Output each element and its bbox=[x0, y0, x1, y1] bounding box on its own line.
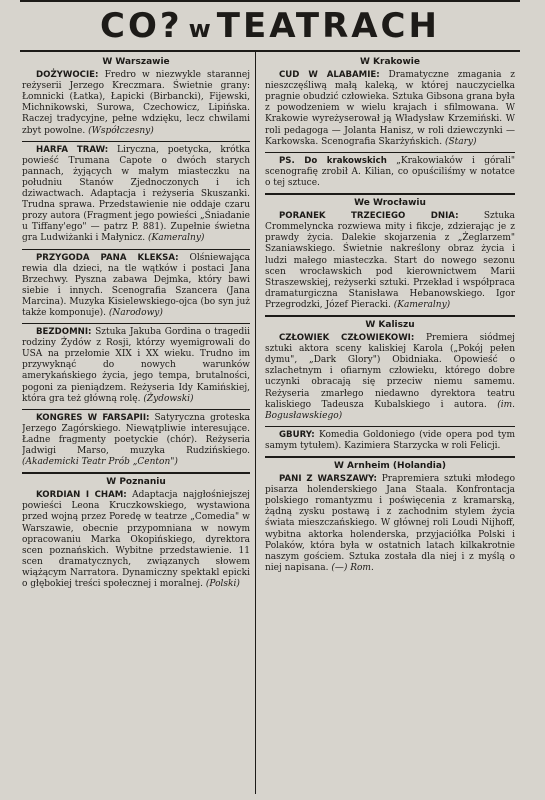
entry-rule bbox=[22, 141, 250, 142]
entry-rule bbox=[22, 323, 250, 324]
title-part-2: TEATRACH bbox=[216, 6, 440, 46]
entry-source: (Narodowy) bbox=[108, 307, 163, 318]
entry-rule bbox=[22, 249, 250, 250]
entry-text: Liryczna, poetycka, krótka powieść Trumana Capote o dwóch starych pannach, żyjących w małym miasteczku na południu Stanów Zjednoczonych i ich dziwactwach. Adaptacja i reżyseria Skuszanki. Trudna sprawa. Przedstawienie nie oddaje czaru prozy autora (Fragment jego powieści „Śniadanie u Tiffany'ego" — patrz P. 881). Zupełnie świetna gra Ludwiżanki i Małynicz. bbox=[22, 144, 250, 244]
entry-title: CZŁOWIEK CZŁOWIEKOWI: bbox=[279, 333, 415, 344]
title-part-1: CO? bbox=[100, 6, 183, 46]
entry-text: Prapremiera sztuki młodego pisarza holenderskiego Jana Staala. Konfrontacja polskiego romantyzmu i poświęcenia z kramarską, żądną zysku postawą i z zachodnim stylem życia świata mieszczańskiego. W głównej roli Loudi Nijhoff, wybitna aktorka holenderska, przyjaciółka Polski i Polaków, która była w ostatnich latach kilkakrotnie naszym gościem. Sztuka została dla niej i z myślą o niej napisana. bbox=[265, 474, 515, 573]
city-heading-poznan: W Poznaniu bbox=[106, 477, 166, 488]
city-rule bbox=[22, 472, 250, 474]
city-heading-kalisz: W Kaliszu bbox=[365, 319, 415, 330]
entry-title: BEZDOMNI: bbox=[36, 327, 92, 338]
city-heading-arnhem: W Arnheim (Holandia) bbox=[333, 461, 447, 471]
entry-text: Dramatyczne zmagania z nieszczęśliwą małą kaleką, w której nauczycielka pragnie obudzić człowieka. Sztuka Gibsona grana była z powodzeniem w wielu krajach i sfilmowana. W Krakowie wyreżyserował ją Władysław Krzemiński. W roli pedagoga — Jolanta Hanisz, w roli dziewczynki — Karkowska. Scenografia Skarżyńskich. bbox=[265, 70, 515, 147]
entry-text: Olśniewająca rewia dla dzieci, na tle wątków i postaci Jana Brzechwy. Pyszna zabawa Dejmka, który bawi siebie i innych. Scenografia Szancera (Jana Marcina). Muzyka Kisielewskiego-ojca (bo syn już także komponuje). bbox=[22, 252, 250, 318]
entry-text: „Krakowiaków i górali" scenografię zrobił A. Kilian, co opuściliśmy w notatce o tej sztuce. bbox=[265, 155, 515, 188]
title-part-w: w bbox=[188, 15, 211, 43]
entry-title: DOŻYWOCIE: bbox=[36, 70, 99, 81]
city-heading-wroclaw: We Wrocławiu bbox=[354, 198, 426, 209]
entry-harfa-traw bbox=[22, 145, 250, 245]
city-heading-warszawa: W Warszawie bbox=[102, 57, 170, 67]
entry-source: (im. Bogusławskiego) bbox=[265, 399, 515, 421]
entry-source: (Kameralny) bbox=[393, 299, 451, 310]
entry-text: Sztuka Jakuba Gordina o tragedii rodziny Żydów z Rosji, którzy wyemigrowali do USA na przełomie XIX i XX wieku. Trudno im przywyknąć do nowych warunków amerykańskiego życia, jego tempa, brutalności, pogoni za pieniądzem. Reżyseria Idy Kamińskiej, która gra też główną rolę. bbox=[22, 327, 250, 404]
entry-text: Satyryczna groteska Jerzego Zagórskiego. Niewątpliwie interesujące. Ładne fragmenty poetyckie (chór). Reżyseria Jadwigi Marso, muzyka Rudzińskiego. bbox=[22, 412, 250, 456]
entry-source: (Stary) bbox=[444, 136, 477, 147]
entry-kordian-i-cham bbox=[22, 490, 250, 590]
entry-poranek-trzeciego-dnia bbox=[265, 211, 515, 311]
entry-przygoda-pana-kleksa bbox=[22, 253, 250, 320]
entry-text: Premiera siódmej sztuki aktora sceny kaliskiej Karola („Pokój pełen dymu", „Dark Glory") Obidniaka. Opowieść o szlachetnym i ofiarnym człowieku, którego dobre uczynki obracają się przeciw niemu samemu. Reżyseria zmarłego niedawno dyrektora teatru kaliskiego Tadeusza Kubalskiego i autora. bbox=[265, 333, 515, 410]
entry-title: KORDIAN I CHAM: bbox=[36, 490, 127, 501]
entry-source: (Żydowski) bbox=[143, 393, 194, 404]
section-title bbox=[100, 6, 440, 46]
entry-dozywocie bbox=[22, 70, 250, 137]
entry-title: GBURY: bbox=[279, 429, 315, 440]
entry-title: CUD W ALABAMIE: bbox=[279, 70, 380, 81]
entry-rule bbox=[265, 152, 515, 153]
entry-source: (Współczesny) bbox=[88, 125, 154, 136]
entry-title: KONGRES W FARSAPII: bbox=[36, 412, 150, 423]
entry-source: (—) Rom. bbox=[331, 562, 374, 573]
entry-title: PS. Do krakowskich bbox=[279, 155, 387, 166]
entry-rule bbox=[22, 409, 250, 410]
entry-source: (Akademicki Teatr Prób „Centon") bbox=[22, 457, 178, 468]
entry-text: Komedia Goldoniego (vide opera pod tym samym tytułem). Kazimiera Starzycka w roli Felicji. bbox=[265, 429, 515, 451]
entry-bezdomni bbox=[22, 327, 250, 405]
entry-text: Fredro w niezwykle starannej reżyserii Jerzego Kreczmara. Świetnie grany: Łomnicki (Łatka), Łapicki (Birbancki), Fijewski, Michnikowski, Surowa, Czechowicz, Lipińska. Raczej tradycyjne, pełne wdzięku, lecz chwilami zbyt powolne. bbox=[22, 70, 250, 136]
city-rule bbox=[265, 315, 515, 317]
city-rule bbox=[265, 456, 515, 458]
entry-cud-w-alabamie bbox=[265, 70, 515, 148]
entry-title: PORANEK TRZECIEGO DNIA: bbox=[279, 211, 459, 222]
entry-text: Sztuka Crommelyncka rozwiewa mity i fikcje, zdzierając je z prawdy życia. Dalekie skojarzenia z „Żeglarzem" Szaniawskiego. Świetnie nakreślony obraz życia i ludzi małego miasteczka. Start do nowego sezonu scen wrocławskich pod kierownictwem Marii Straszewskiej, reżyserki sztuki. Przekład i współpraca dramaturgiczna Stanisława Hebanowskiego. Igor Przegrodzki, Józef Pieracki. bbox=[265, 211, 515, 310]
entry-kongres-w-farsapii bbox=[22, 413, 250, 468]
entry-gbury bbox=[265, 430, 515, 452]
entry-ps-krakowskich bbox=[265, 156, 515, 189]
entry-rule bbox=[265, 426, 515, 427]
entry-source: (Polski) bbox=[205, 579, 240, 590]
entry-czlowiek-czlowiekowi bbox=[265, 333, 515, 422]
left-column bbox=[22, 54, 250, 792]
city-rule bbox=[265, 193, 515, 195]
entry-text: Adaptacja najgłośniejszej powieści Leona Kruczkowskiego, wystawiona przed wojną przez Poredę w teatrze „Comedia" w Warszawie, obecnie przypomniana w nowym opracowaniu Marka Okopińskiego, dyrektora scen poznańskich. Wybitne przedstawienie. 11 scen dramatycznych, związanych słowem wiążącym Narratora. Dynamiczny spektakl epicki o głębokiej treści społecznej i moralnej. bbox=[22, 490, 250, 590]
right-column bbox=[265, 54, 515, 792]
column-divider bbox=[255, 52, 256, 794]
city-heading-krakow: W Krakowie bbox=[360, 57, 420, 67]
entry-source: (Kameralny) bbox=[148, 233, 205, 244]
entry-pani-z-warszawy bbox=[265, 474, 515, 574]
entry-title: HARFA TRAW: bbox=[36, 144, 109, 155]
entry-title: PANI Z WARSZAWY: bbox=[279, 474, 377, 485]
entry-title: PRZYGODA PANA KLEKSA: bbox=[36, 252, 179, 263]
section-header bbox=[20, 0, 520, 52]
